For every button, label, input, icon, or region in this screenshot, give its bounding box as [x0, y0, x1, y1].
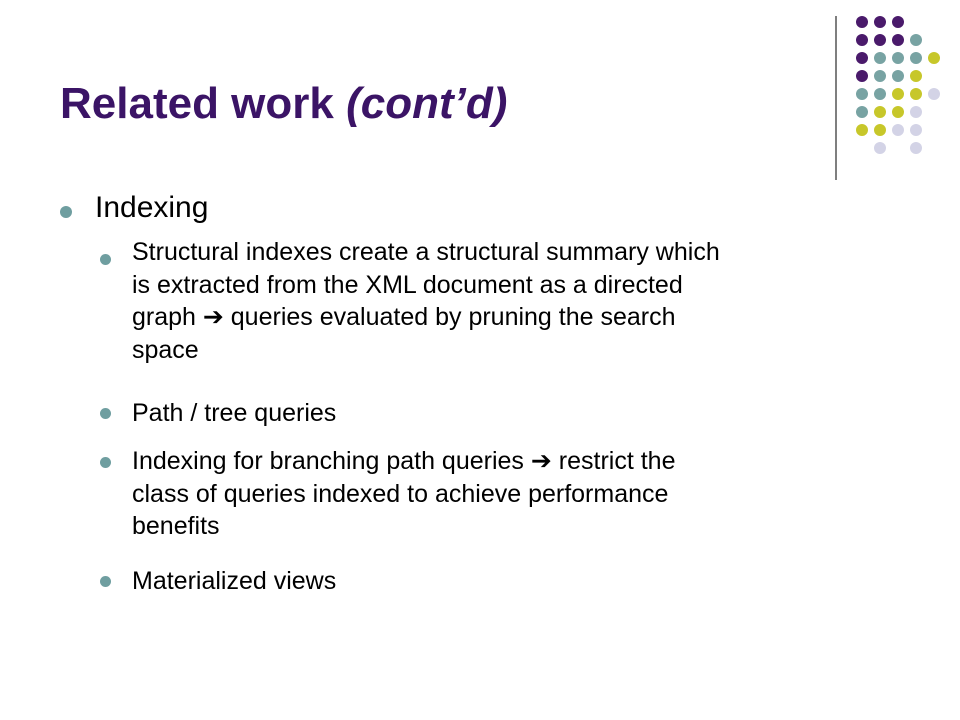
deco-dot — [874, 88, 886, 100]
round-bullet-icon — [100, 254, 111, 265]
deco-dot — [892, 124, 904, 136]
text-line: Indexing for branching path queries ➔ restrict the — [132, 447, 676, 475]
deco-dot — [874, 142, 886, 154]
round-bullet-icon — [100, 457, 111, 468]
text-line: Structural indexes create a structural summary which — [132, 238, 720, 266]
text-line: benefits — [132, 512, 220, 540]
deco-dot — [892, 34, 904, 46]
deco-dot — [856, 34, 868, 46]
text-line: is extracted from the XML document as a directed — [132, 270, 683, 299]
deco-dot — [928, 52, 940, 64]
deco-dot — [874, 34, 886, 46]
deco-dot — [892, 70, 904, 82]
text-line: class of queries indexed to achieve performance — [132, 479, 669, 508]
deco-dot — [892, 16, 904, 28]
deco-dot — [910, 142, 922, 154]
deco-dot — [874, 52, 886, 64]
title-main: Related work — [60, 79, 334, 128]
deco-dot — [928, 88, 940, 100]
deco-dot — [874, 70, 886, 82]
deco-dot — [892, 52, 904, 64]
sub-bullet-path-tree-queries — [132, 397, 952, 430]
deco-dot — [910, 106, 922, 118]
sub-bullet-branching-path — [132, 445, 952, 543]
deco-dot — [856, 52, 868, 64]
deco-dot — [856, 70, 868, 82]
title-italic: (cont’d) — [346, 79, 508, 128]
bullet-indexing: Indexing — [95, 191, 209, 224]
deco-dot — [910, 52, 922, 64]
deco-dot — [910, 88, 922, 100]
deco-dot — [856, 16, 868, 28]
dot-grid-decoration — [820, 8, 960, 188]
deco-dot — [856, 106, 868, 118]
deco-dot — [892, 88, 904, 100]
deco-dot — [856, 124, 868, 136]
deco-dot — [910, 124, 922, 136]
deco-dot — [892, 106, 904, 118]
text-line: space — [132, 335, 199, 364]
round-bullet-icon — [60, 206, 72, 218]
deco-dot — [910, 34, 922, 46]
text-line: Path / tree queries — [132, 399, 337, 427]
sub-bullet-structural-indexes — [132, 236, 952, 366]
round-bullet-icon — [100, 408, 111, 419]
deco-dot — [874, 124, 886, 136]
sub-bullet-materialized-views — [132, 565, 952, 598]
round-bullet-icon — [100, 576, 111, 587]
slide-title — [60, 78, 507, 131]
deco-dot — [874, 106, 886, 118]
text-line: Materialized views — [132, 567, 337, 595]
text-line: graph ➔ queries evaluated by pruning the search — [132, 303, 676, 331]
deco-dot — [910, 70, 922, 82]
deco-dot — [874, 16, 886, 28]
deco-dot — [856, 88, 868, 100]
